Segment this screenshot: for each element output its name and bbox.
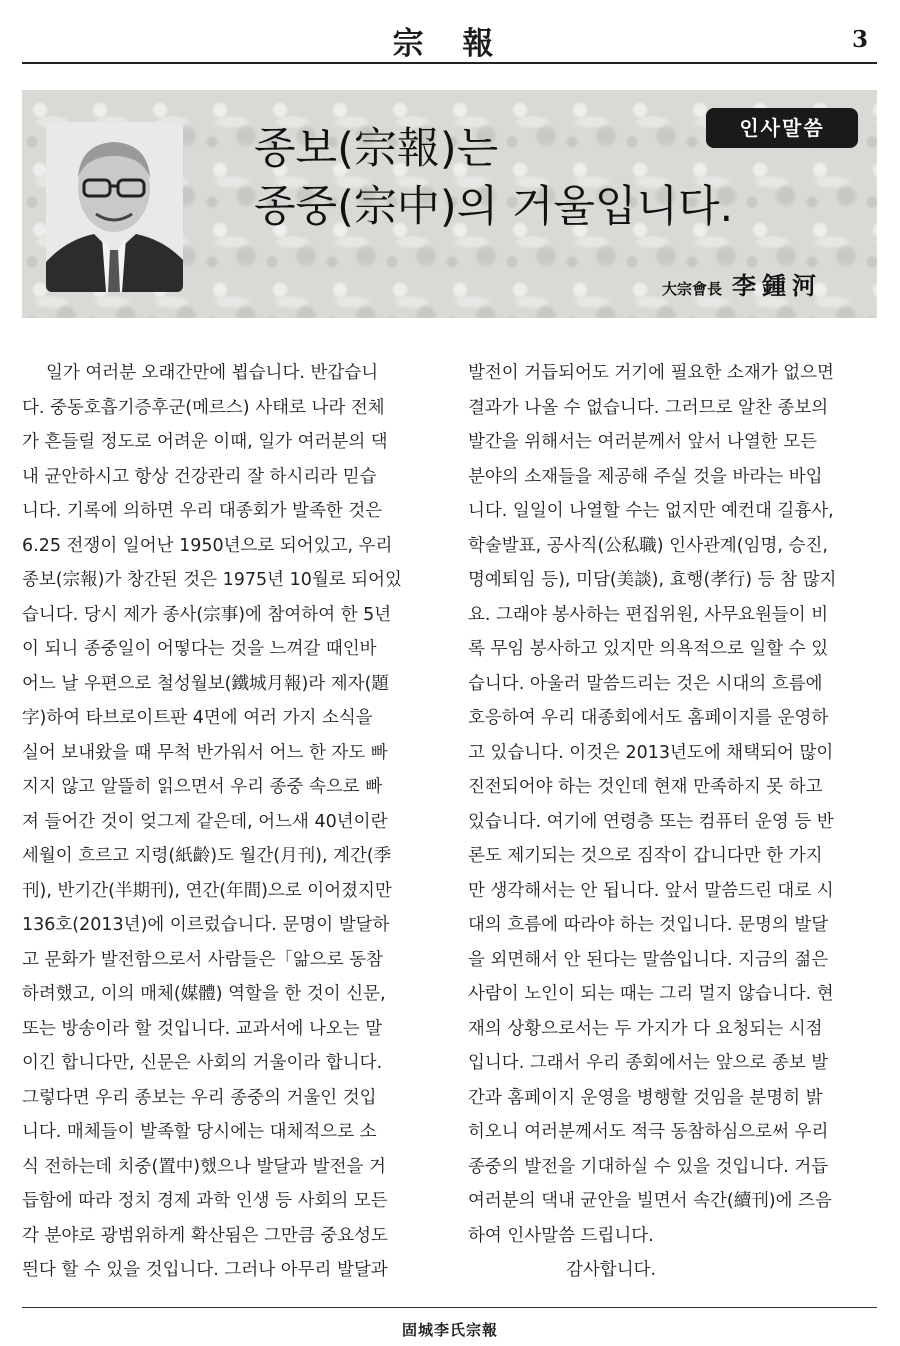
text-line: 진전되어야 하는 것인데 현재 만족하지 못 하고 [468, 777, 823, 797]
text-line: 종보(宗報)가 창간된 것은 1975년 10월로 되어있 [22, 570, 402, 590]
text-line: 니다. 매체들이 발족할 당시에는 대체적으로 소 [22, 1122, 377, 1142]
text-line: 이 되니 종중일이 어떻다는 것을 느껴갈 때인바 [22, 639, 377, 659]
text-line: 6.25 전쟁이 일어난 1950년으로 되어있고, 우리 [22, 535, 393, 556]
text-line: 실어 보내왔을 때 무척 반가워서 어느 한 자도 빠 [22, 742, 388, 763]
text-line: 일가 여러분 오래간만에 뵙습니다. 반갑습니 [46, 363, 379, 383]
author-role: 大宗會長 [661, 280, 722, 298]
text-line: 띈다 할 수 있을 것입니다. 그러나 아무리 발달과 [22, 1260, 388, 1280]
text-line: 刊), 반기간(半期刊), 연간(年間)으로 이어졌지만 [22, 880, 392, 901]
text-line: 가 흔들릴 정도로 어려운 이때, 일가 여러분의 댁 [22, 432, 388, 452]
header-rule [22, 62, 877, 64]
text-line: 간과 홈페이지 운영을 병행할 것임을 분명히 밝 [468, 1087, 823, 1108]
footer-publication: 固城李氏宗報 [401, 1321, 498, 1339]
text-line: 식 전하는데 치중(置中)했으나 발달과 발전을 거 [22, 1156, 386, 1177]
text-line: 학술발표, 공사직(公私職) 인사관계(임명, 승진, [468, 535, 828, 556]
text-line: 세월이 흐르고 지령(紙齡)도 월간(月刊), 계간(季 [22, 846, 392, 866]
text-line: 하려했고, 이의 매체(媒體) 역할을 한 것이 신문, [22, 984, 386, 1004]
text-line: 론도 제기되는 것으로 짐작이 갑니다만 한 가지 [468, 846, 823, 866]
greeting-banner [22, 90, 877, 318]
text-line: 있습니다. 여기에 연령층 또는 컴퓨터 운영 등 반 [468, 811, 834, 832]
text-line: 져 들어간 것이 엊그제 같은데, 어느새 40년이란 [22, 811, 388, 832]
text-line: 다. 중동호흡기증후군(메르스) 사태로 나라 전체 [22, 397, 385, 418]
text-line: 재의 상황으로서는 두 가지가 다 요청되는 시점 [468, 1018, 823, 1039]
masthead [0, 0, 900, 62]
text-line: 字)하여 타브로이트판 4면에 여러 가지 소식을 [22, 708, 373, 728]
text-line: 발간을 위해서는 여러분께서 앞서 나열한 모든 [468, 432, 818, 452]
text-line: 고 문화가 발전함으로서 사람들은「앎으로 동참 [22, 949, 383, 970]
text-line: 사람이 노인이 되는 때는 그리 멀지 않습니다. 현 [468, 984, 834, 1004]
section-badge: 인사말씀 [706, 108, 858, 148]
text-line: 결과가 나올 수 없습니다. 그러므로 알찬 종보의 [468, 397, 829, 418]
text-line: 요. 그래야 봉사하는 편집위원, 사무요원들이 비 [468, 604, 829, 625]
text-line: 히오니 여러분께서도 적극 동참하심으로써 우리 [468, 1122, 829, 1142]
text-line: 그렇다면 우리 종보는 우리 종중의 거울인 것입 [22, 1087, 377, 1108]
byline [662, 266, 822, 301]
text-line: 습니다. 아울러 말씀드리는 것은 시대의 흐름에 [468, 673, 823, 694]
portrait-photo [46, 122, 183, 292]
text-line: 어느 날 우편으로 철성월보(鐵城月報)라 제자(題 [22, 673, 389, 694]
text-line: 여러분의 댁내 균안을 빌면서 속간(續刊)에 즈음 [468, 1191, 832, 1211]
text-line: 고 있습니다. 이것은 2013년도에 채택되어 많이 [468, 742, 834, 763]
body-column-left [22, 356, 427, 1288]
text-line: 대의 흐름에 따라야 하는 것입니다. 문명의 발달 [468, 915, 829, 935]
page-number: 3 [851, 26, 868, 53]
text-line: 분야의 소재들을 제공해 주실 것을 바라는 바입 [468, 466, 823, 487]
headline-line-1: 종보(宗報)는 [254, 124, 499, 174]
text-line: 발전이 거듭되어도 거기에 필요한 소재가 없으면 [468, 363, 834, 383]
newspaper-title: 宗 報 [392, 26, 508, 62]
portrait-photo-icon [46, 122, 183, 292]
text-line: 입니다. 그래서 우리 종회에서는 앞으로 종보 발 [468, 1053, 829, 1073]
text-line: 각 분야로 광범위하게 확산됨은 그만큼 중요성도 [22, 1225, 388, 1246]
footer-rule [22, 1307, 877, 1308]
text-line: 하여 인사말씀 드립니다. [468, 1225, 654, 1246]
text-line: 이긴 합니다만, 신문은 사회의 거울이라 합니다. [22, 1053, 383, 1073]
text-line: 감사합니다. [566, 1260, 657, 1280]
text-line: 습니다. 당시 제가 종사(宗事)에 참여하여 한 5년 [22, 604, 392, 625]
text-line: 록 무임 봉사하고 있지만 의욕적으로 일할 수 있 [468, 639, 829, 659]
text-line: 을 외면해서 안 된다는 말씀입니다. 지금의 젊은 [468, 949, 829, 970]
text-line: 136호(2013년)에 이르렀습니다. 문명이 발달하 [22, 915, 390, 935]
text-line: 니다. 일일이 나열할 수는 없지만 예컨대 길흉사, [468, 501, 834, 521]
headline-line-2: 종중(宗中)의 거울입니다. [254, 182, 734, 232]
text-line: 또는 방송이라 할 것입니다. 교과서에 나오는 말 [22, 1018, 383, 1039]
author-name: 李鍾河 [732, 272, 822, 300]
body-column-right [468, 356, 873, 1288]
text-line: 호응하여 우리 대종회에서도 홈페이지를 운영하 [468, 708, 829, 728]
text-line: 니다. 기록에 의하면 우리 대종회가 발족한 것은 [22, 501, 383, 521]
text-line: 만 생각해서는 안 됩니다. 앞서 말씀드린 대로 시 [468, 880, 834, 901]
text-line: 명예퇴임 등), 미담(美談), 효행(孝行) 등 참 많지 [468, 570, 837, 590]
text-line: 듭함에 따라 정치 경제 과학 인생 등 사회의 모든 [22, 1191, 388, 1211]
text-line: 내 균안하시고 항상 건강관리 잘 하시리라 믿습 [22, 466, 377, 487]
text-line: 지지 않고 알뜰히 읽으면서 우리 종중 속으로 빠 [22, 777, 383, 797]
text-line: 종중의 발전을 기대하실 수 있을 것입니다. 거듭 [468, 1156, 829, 1177]
